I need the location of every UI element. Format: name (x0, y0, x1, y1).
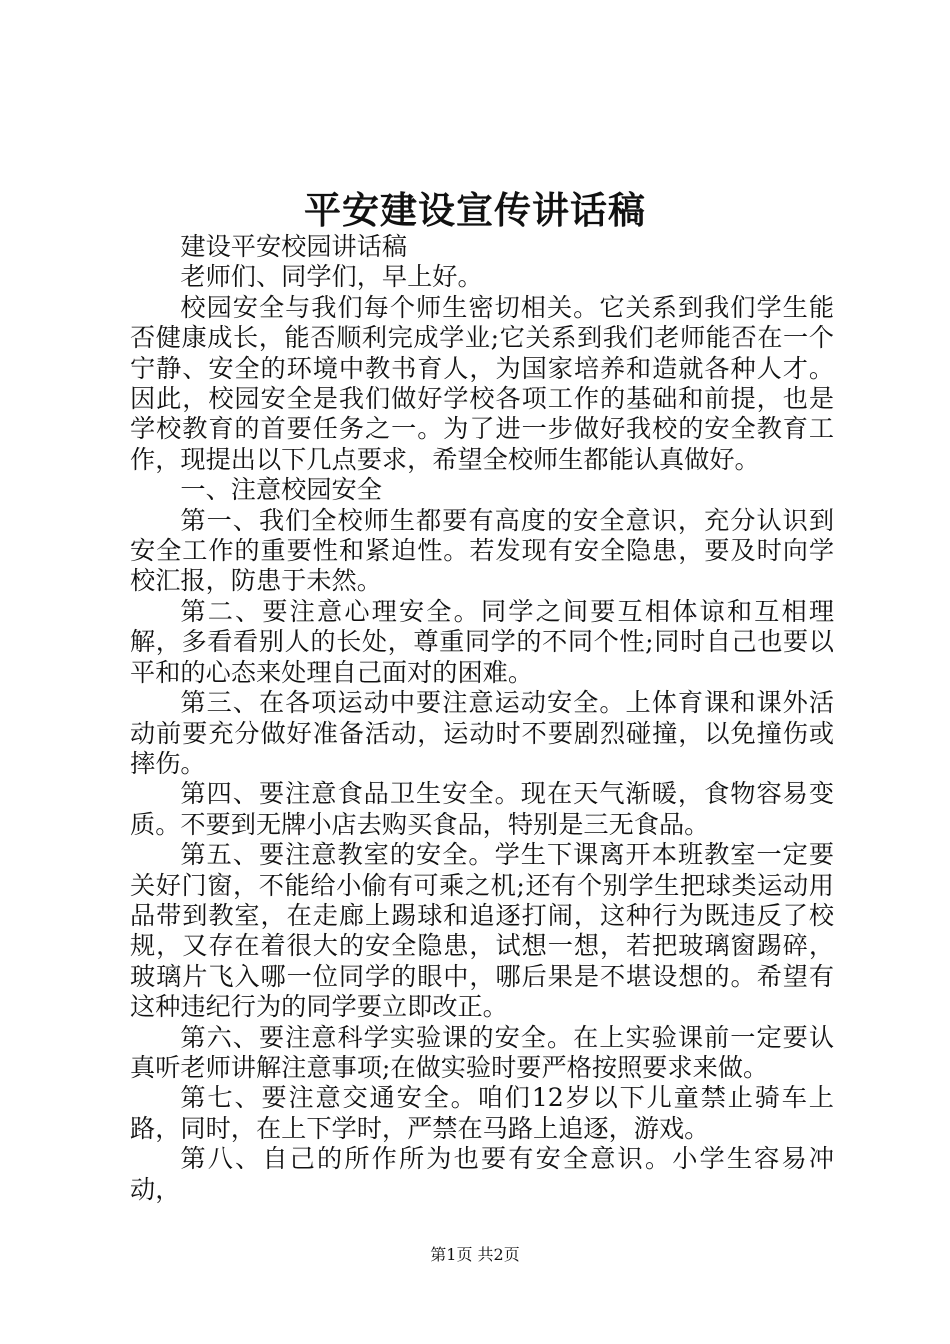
paragraph: 第八、自己的所作所为也要有安全意识。小学生容易冲动， (130, 1144, 834, 1204)
paragraph: 第五、要注意教室的安全。学生下课离开本班教室一定要关好门窗，不能给小偷有可乘之机;还有个别学生把球类运动用品带到教室，在走廊上踢球和追逐打闹，这种行为既违反了校规，又存在着很大的安全隐患，试想一想，若把玻璃窗踢碎，玻璃片飞入哪一位同学的眼中，哪后果是不堪设想的。希望有这种违纪行为的同学要立即改正。 (130, 840, 834, 1022)
paragraph: 第二、要注意心理安全。同学之间要互相体谅和互相理解，多看看别人的长处，尊重同学的不同个性;同时自己也要以平和的心态来处理自己面对的困难。 (130, 596, 834, 687)
page-number-footer: 第1页 共2页 (430, 1245, 520, 1264)
document-title: 平安建设宣传讲话稿 (304, 188, 646, 232)
paragraph: 第六、要注意科学实验课的安全。在上实验课前一定要认真听老师讲解注意事项;在做实验时要严格按照要求来做。 (130, 1022, 834, 1082)
paragraph: 第三、在各项运动中要注意运动安全。上体育课和课外活动前要充分做好准备活动，运动时不要剧烈碰撞，以免撞伤或摔伤。 (130, 688, 834, 778)
paragraph: 老师们、同学们，早上好。 (180, 262, 483, 292)
paragraph: 第七、要注意交通安全。咱们12岁以下儿童禁止骑车上路，同时，在上下学时，严禁在马路上追逐，游戏。 (130, 1083, 834, 1143)
paragraph: 第四、要注意食品卫生安全。现在天气渐暖，食物容易变质。不要到无牌小店去购买食品，特别是三无食品。 (130, 779, 834, 839)
paragraph: 第一、我们全校师生都要有高度的安全意识，充分认识到安全工作的重要性和紧迫性。若发现有安全隐患，要及时向学校汇报，防患于未然。 (130, 505, 834, 596)
section-heading: 一、注意校园安全 (180, 475, 382, 505)
paragraph: 校园安全与我们每个师生密切相关。它关系到我们学生能否健康成长，能否顺利完成学业;它关系到我们老师能否在一个宁静、安全的环境中教书育人，为国家培养和造就各种人才。因此，校园安全是我们做好学校各项工作的基础和前提，也是学校教育的首要任务之一。为了进一步做好我校的安全教育工作，现提出以下几点要求，希望全校师生都能认真做好。 (130, 292, 834, 474)
paragraph: 建设平安校园讲话稿 (180, 232, 408, 261)
document-body (130, 232, 834, 1205)
